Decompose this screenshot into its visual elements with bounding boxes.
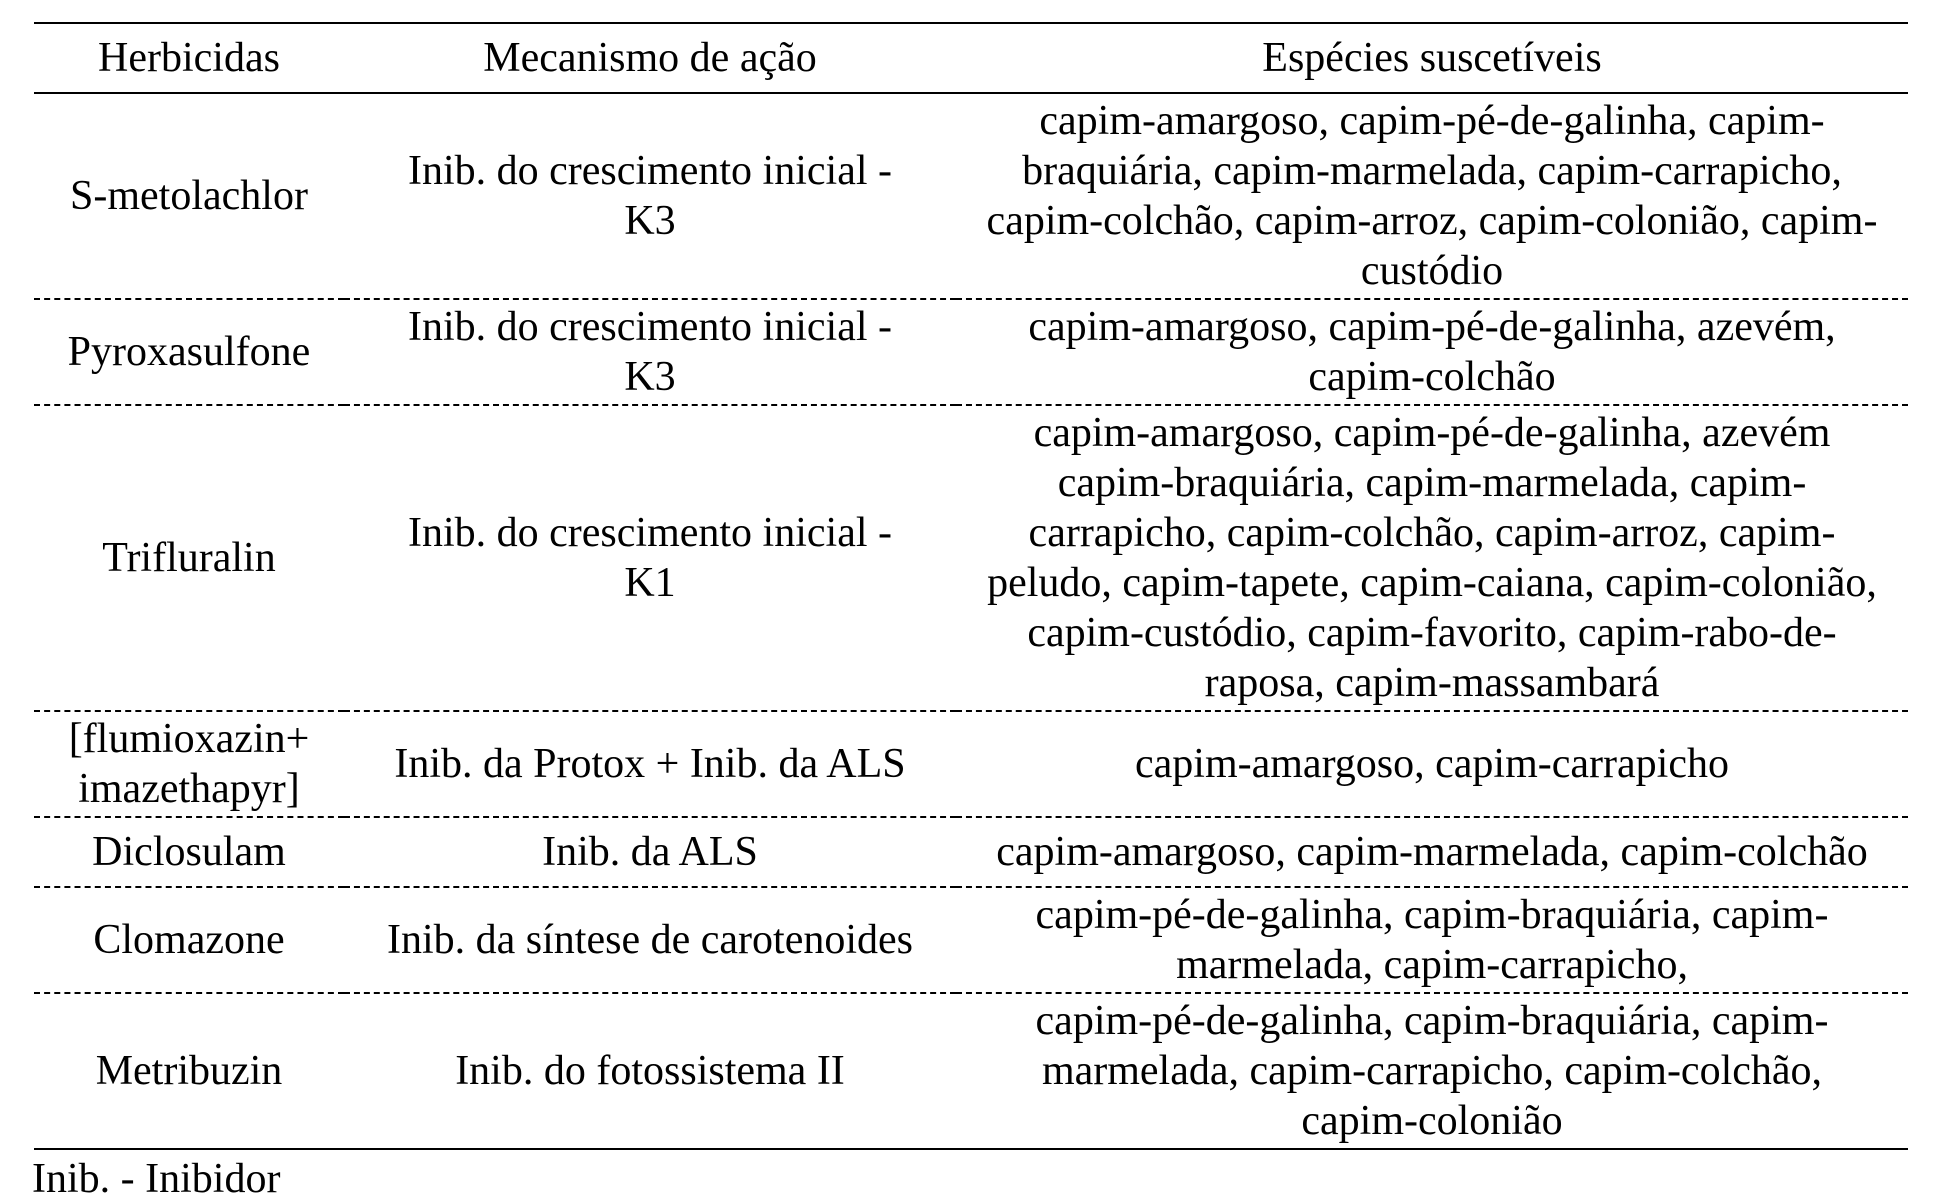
species-line: capim-pé-de-galinha, capim-braquiária, capim- <box>1035 998 1829 1044</box>
herbicide-cell <box>34 817 344 887</box>
mechanism-cell <box>344 817 956 887</box>
table-header-row <box>34 23 1908 93</box>
mechanism-line: K3 <box>624 354 676 400</box>
species-line: capim-custódio, capim-favorito, capim-rabo-de- <box>1027 610 1837 656</box>
header-herbicidas: Herbicidas <box>34 23 344 93</box>
table-row <box>34 93 1908 299</box>
herbicide-cell <box>34 93 344 299</box>
mechanism-line: K1 <box>624 560 676 606</box>
species-line: capim-amargoso, capim-pé-de-galinha, azevém, <box>1028 304 1836 350</box>
table-row <box>34 711 1908 817</box>
mechanism-line: Inib. do crescimento inicial - <box>407 148 892 194</box>
species-cell <box>956 405 1908 711</box>
species-line: marmelada, capim-carrapicho, <box>1176 942 1688 988</box>
mechanism-cell <box>344 299 956 405</box>
table-row <box>34 405 1908 711</box>
mechanism-cell <box>344 711 956 817</box>
header-especies: Espécies suscetíveis <box>956 23 1908 93</box>
species-line: peludo, capim-tapete, capim-caiana, capim-colonião, <box>987 560 1877 606</box>
table-footnote: Inib. - Inibidor <box>32 1156 281 1202</box>
table-row <box>34 887 1908 993</box>
herbicide-name: S-metolachlor <box>70 173 308 219</box>
species-cell <box>956 993 1908 1149</box>
species-line: custódio <box>1360 248 1504 294</box>
herbicide-name: Clomazone <box>93 917 285 963</box>
species-line: capim-amargoso, capim-pé-de-galinha, capim- <box>1039 98 1825 144</box>
mechanism-cell <box>344 93 956 299</box>
table-row <box>34 993 1908 1149</box>
herbicide-table <box>34 22 1908 1150</box>
herbicide-cell <box>34 887 344 993</box>
mechanism-line: K3 <box>624 198 676 244</box>
mechanism-cell <box>344 405 956 711</box>
species-line: capim-amargoso, capim-marmelada, capim-colchão <box>996 829 1868 875</box>
species-line: capim-amargoso, capim-carrapicho <box>1135 741 1729 787</box>
species-cell <box>956 887 1908 993</box>
table-row <box>34 817 1908 887</box>
mechanism-cell <box>344 887 956 993</box>
species-cell <box>956 299 1908 405</box>
herbicide-cell <box>34 993 344 1149</box>
herbicide-name: Diclosulam <box>92 829 286 875</box>
table-row <box>34 299 1908 405</box>
herbicide-cell <box>34 711 344 817</box>
species-cell <box>956 93 1908 299</box>
mechanism-line: Inib. do crescimento inicial - <box>407 304 892 350</box>
species-cell <box>956 711 1908 817</box>
species-line: capim-colonião <box>1301 1098 1563 1144</box>
species-line: capim-colchão <box>1308 354 1556 400</box>
mechanism-line: Inib. do crescimento inicial - <box>407 510 892 556</box>
mechanism-line: Inib. da síntese de carotenoides <box>387 917 913 963</box>
herbicide-name: Trifluralin <box>102 535 276 581</box>
document-page <box>34 22 1908 1204</box>
species-line: raposa, capim-massambará <box>1204 660 1660 706</box>
mechanism-line: Inib. da ALS <box>542 829 758 875</box>
herbicide-name: Metribuzin <box>95 1048 283 1094</box>
herbicide-name: [flumioxazin+ <box>68 716 310 762</box>
species-cell <box>956 817 1908 887</box>
species-line: capim-pé-de-galinha, capim-braquiária, capim- <box>1035 892 1829 938</box>
mechanism-line: Inib. do fotossistema II <box>455 1048 845 1094</box>
header-mecanismo: Mecanismo de ação <box>344 23 956 93</box>
species-line: capim-amargoso, capim-pé-de-galinha, azevém <box>1033 410 1831 456</box>
herbicide-name: imazethapyr] <box>78 766 300 812</box>
herbicide-name: Pyroxasulfone <box>67 329 311 375</box>
mechanism-cell <box>344 993 956 1149</box>
species-line: capim-braquiária, capim-marmelada, capim- <box>1057 460 1807 506</box>
species-line: capim-colchão, capim-arroz, capim-colonião, capim- <box>986 198 1878 244</box>
species-line: marmelada, capim-carrapicho, capim-colchão, <box>1041 1048 1823 1094</box>
species-line: braquiária, capim-marmelada, capim-carrapicho, <box>1022 148 1842 194</box>
herbicide-cell <box>34 299 344 405</box>
herbicide-cell <box>34 405 344 711</box>
mechanism-line: Inib. da Protox + Inib. da ALS <box>394 741 906 787</box>
species-line: carrapicho, capim-colchão, capim-arroz, capim- <box>1028 510 1836 556</box>
